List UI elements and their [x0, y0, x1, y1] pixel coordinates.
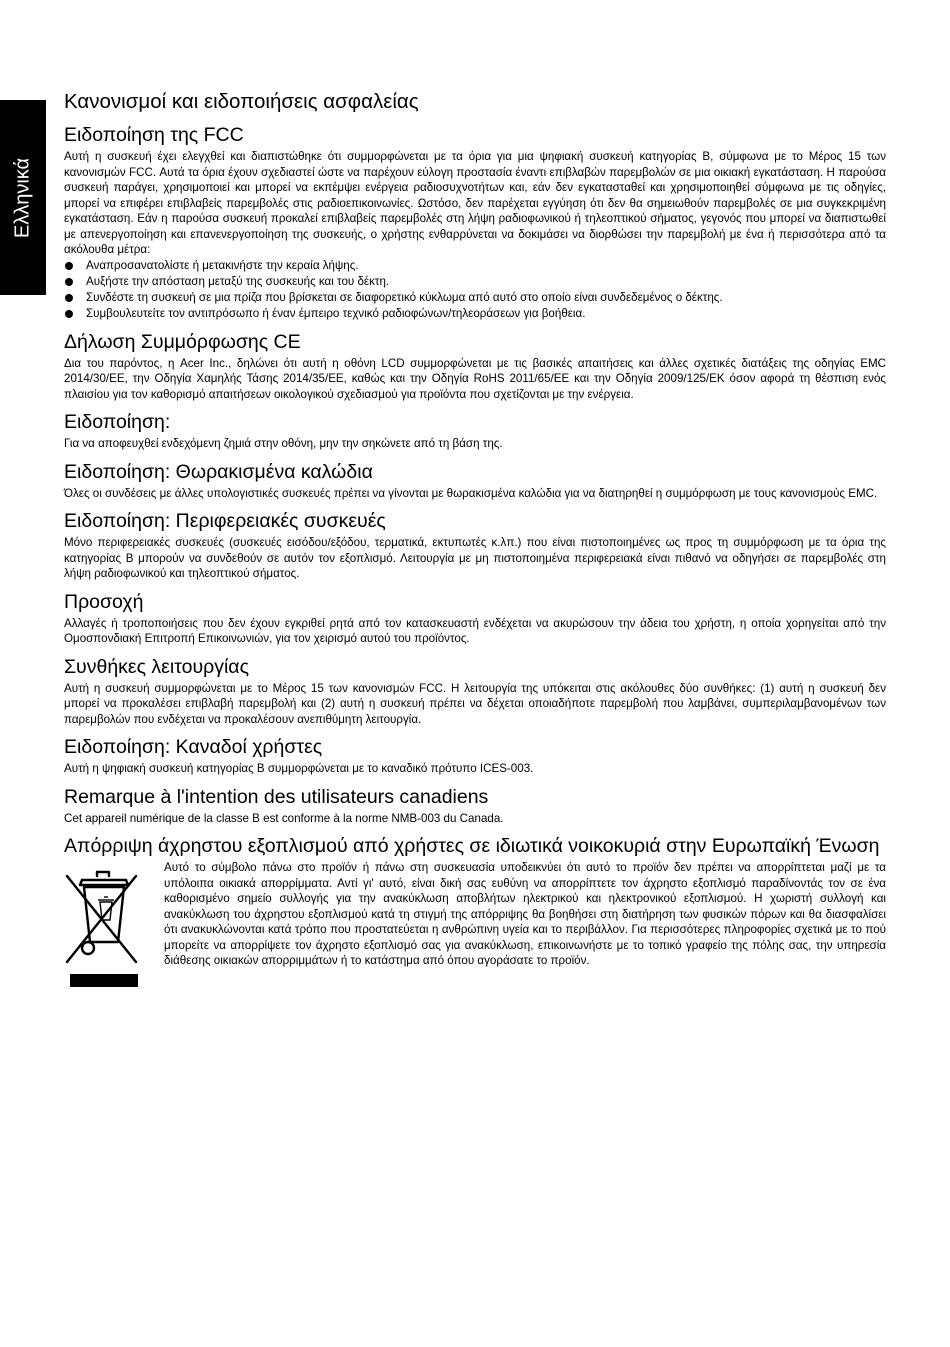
section-paragraph: Αλλαγές ή τροποποιήσεις που δεν έχουν εγκριθεί ρητά από τον κατασκευαστή ενδέχεται να ακυρώσουν την άδεια του χρήστη, η οποία χορηγείται από την Ομοσπονδιακή Επιτροπή Επικοινωνιών, για τον χειρισμό αυτού του προϊόντος.	[64, 616, 886, 645]
section-operating-conditions	[64, 654, 886, 728]
measures-list	[64, 258, 886, 322]
list-item	[64, 258, 886, 274]
weee-paragraph: Αυτό το σύμβολο πάνω στο προϊόν ή πάνω στη συσκευασία υποδεικνύει ότι αυτό το προϊόν δεν πρέπει να απορρίπτεται μαζί με τα υπόλοιπα οικιακά απορρίμματα. Αντί γι' αυτό, είναι δική σας ευθύνη να απορρίπτετε τον άχρηστο εξοπλισμό παραδίνοντάς τον σε ένα καθορισμένο σημείο συλλογής για την ανακύκλωση αποβλήτων ηλεκτρικού και ηλεκτρονικού εξοπλισμού. Η χωριστή συλλογή και ανακύκλωση του άχρηστου εξοπλισμού κατά τη στιγμή της απόρριψης θα βοηθήσει στη διατήρηση των φυσικών πόρων και θα διασφαλίσει ότι ανακυκλώνονται κατά τρόπο που προστατεύεται η ανθρώπινη υγεία και το περιβάλλον. Για περισσότερες πληροφορίες σχετικά με το πού μπορείτε να απορρίψετε τον άχρηστο εξοπλισμό σας για ανακύκλωση, επικοινωνήστε με το τοπικό γραφείο της πόλης σας, την υπηρεσία διάθεσης οικιακών απορριμμάτων ή το κατάστημα από όπου αγοράσατε το προϊόν.	[164, 861, 886, 967]
page-title: Κανονισμοί και ειδοποιήσεις ασφαλείας	[64, 90, 419, 113]
section-shielded-cables	[64, 459, 886, 502]
section-canadian-users	[64, 734, 886, 777]
section-heading: Ειδοποίηση: Περιφερειακές συσκευές	[64, 510, 386, 532]
weee-block	[64, 860, 886, 997]
section-notice	[64, 409, 886, 452]
language-side-tab	[0, 100, 46, 295]
list-item	[64, 290, 886, 306]
section-heading: Ειδοποίηση:	[64, 411, 171, 433]
section-heading: Συνθήκες λειτουργίας	[64, 655, 249, 678]
bullet-icon	[65, 294, 73, 302]
section-caution	[64, 589, 886, 647]
bullet-icon	[65, 278, 73, 286]
section-heading: Remarque à l'intention des utilisateurs canadiens	[64, 785, 489, 808]
section-paragraph: Για να αποφευχθεί ενδεχόμενη ζημιά στην οθόνη, μην την σηκώνετε από τη βάση της.	[64, 437, 503, 450]
section-paragraph: Αυτή η συσκευή έχει ελεγχθεί και διαπιστώθηκε ότι συμμορφώνεται με τα όρια για μια ψηφιακή συσκευή κατηγορίας B, σύμφωνα με το Μέρος 15 των κανονισμών FCC. Αυτά τα όρια έχουν σχεδιαστεί ώστε να παρέχουν εύλογη προστασία έναντι επιβλαβών παρεμβολών σε μια οικιακή εγκατάσταση. Η παρούσα συσκευή παράγει, χρησιμοποιεί και μπορεί να εκπέμψει ενέργεια ραδιοσυχνοτήτων και, εάν δεν εγκατασταθεί και χρησιμοποιηθεί σύμφωνα με τις οδηγίες, μπορεί να επιφέρει επιβλαβείς παρεμβολές στις ραδιοεπικοινωνίες. Ωστόσο, δεν παρέχεται εγγύηση ότι δεν θα σημειωθούν παρεμβολές σε μια συγκεκριμένη εγκατάσταση. Εάν η παρούσα συσκευή προκαλεί επιβλαβείς παρεμβολές στη λήψη ραδιοφωνικού ή τηλεοπτικού σήματος, γεγονός που μπορεί να διαπιστωθεί με απενεργοποίηση και επανενεργοποίηση της συσκευής, ο χρήστης ενθαρρύνεται να δοκιμάσει να διορθώσει την παρεμβολή με ένα ή περισσότερα από τα ακόλουθα μέτρα:	[64, 150, 886, 256]
bullet-icon	[65, 262, 73, 270]
list-item-text: Αναπροσανατολίστε ή μετακινήστε την κεραία λήψης.	[86, 258, 359, 272]
crossed-out-wheelie-bin-icon	[64, 860, 164, 997]
list-item-text: Συνδέστε τη συσκευή σε μια πρίζα που βρίσκεται σε διαφορετικό κύκλωμα από αυτό στο οποίο είναι συνδεδεμένος ο δέκτης.	[86, 290, 723, 304]
list-item	[64, 306, 886, 322]
section-paragraph: Αυτή η ψηφιακή συσκευή κατηγορίας B συμμορφώνεται με το καναδικό πρότυπο ICES-003.	[64, 762, 534, 775]
section-peripherals	[64, 508, 886, 582]
document-body	[64, 88, 886, 1004]
section-paragraph: Cet appareil numérique de la classe B est conforme à la norme NMB-003 du Canada.	[64, 811, 504, 825]
section-canadian-users-french	[64, 784, 886, 827]
section-paragraph: Αυτή η συσκευή συμμορφώνεται με το Μέρος 15 των κανονισμών FCC. Η λειτουργία της υπόκειται στις ακόλουθες δύο συνθήκες: (1) αυτή η συσκευή δεν μπορεί να προκαλέσει επιβλαβή παρεμβολή και (2) αυτή η συσκευή πρέπει να δέχεται οποιαδήποτε παρεμβολή που λαμβάνει, συμπεριλαμβανομένων των παρεμβολών που ενδέχεται να προκαλέσουν ανεπιθύμητη λειτουργία.	[64, 681, 886, 726]
section-paragraph: Δια του παρόντος, η Acer Inc., δηλώνει ότι αυτή η οθόνη LCD συμμορφώνεται με τις βασικές απαιτήσεις και άλλες σχετικές διατάξεις της οδηγίας EMC 2014/30/EE, την Οδηγία Χαμηλής Τάσης 2014/35/EE, καθώς και την Οδηγία RoHS 2011/65/EE και την Οδηγία 2009/125/EK όσον αφορά τη θέσπιση ενός πλαισίου για τον καθορισμό απαιτήσεων οικολογικού σχεδιασμού για προϊόντα που σχετίζονται με την ενέργεια.	[64, 356, 886, 401]
bullet-icon	[65, 310, 73, 318]
language-label: Ελληνικά	[11, 157, 34, 238]
section-weee-disposal	[64, 833, 886, 997]
section-paragraph: Μόνο περιφερειακές συσκευές (συσκευές εισόδου/εξόδου, τερματικά, εκτυπωτές κ.λπ.) που είναι πιστοποιημένες ως προς τη συμμόρφωση με τα όρια της κατηγορίας B μπορούν να συνδεθούν σε αυτόν τον εξοπλισμό. Λειτουργία με μη πιστοποιημένα περιφερειακά είναι πιθανό να οδηγήσει σε παρεμβολές στη λήψη ραδιοφωνικού και τηλεοπτικού σήματος.	[64, 536, 886, 580]
section-heading: Ειδοποίηση: Καναδοί χρήστες	[64, 736, 323, 758]
section-ce-declaration	[64, 329, 886, 403]
section-fcc-notice	[64, 122, 886, 322]
list-item-text: Συμβουλευτείτε τον αντιπρόσωπο ή έναν έμπειρο τεχνικό ραδιοφώνων/τηλεοράσεων για βοήθεια.	[86, 306, 586, 320]
section-heading: Προσοχή	[64, 590, 144, 613]
section-heading: Απόρριψη άχρηστου εξοπλισμού από χρήστες σε ιδιωτικά νοικοκυριά στην Ευρωπαϊκή Ένωση	[64, 835, 880, 857]
section-heading: Ειδοποίηση της FCC	[64, 124, 244, 146]
list-item	[64, 274, 886, 290]
list-item-text: Αυξήστε την απόσταση μεταξύ της συσκευής και του δέκτη.	[86, 274, 390, 288]
section-heading: Ειδοποίηση: Θωρακισμένα καλώδια	[64, 460, 373, 483]
section-heading: Δήλωση Συμμόρφωσης CE	[64, 330, 301, 353]
section-paragraph: Όλες οι συνδέσεις με άλλες υπολογιστικές συσκευές πρέπει να γίνονται με θωρακισμένα καλώδια για να διατηρηθεί η συμμόρφωση με τους κανονισμούς EMC.	[64, 486, 878, 500]
